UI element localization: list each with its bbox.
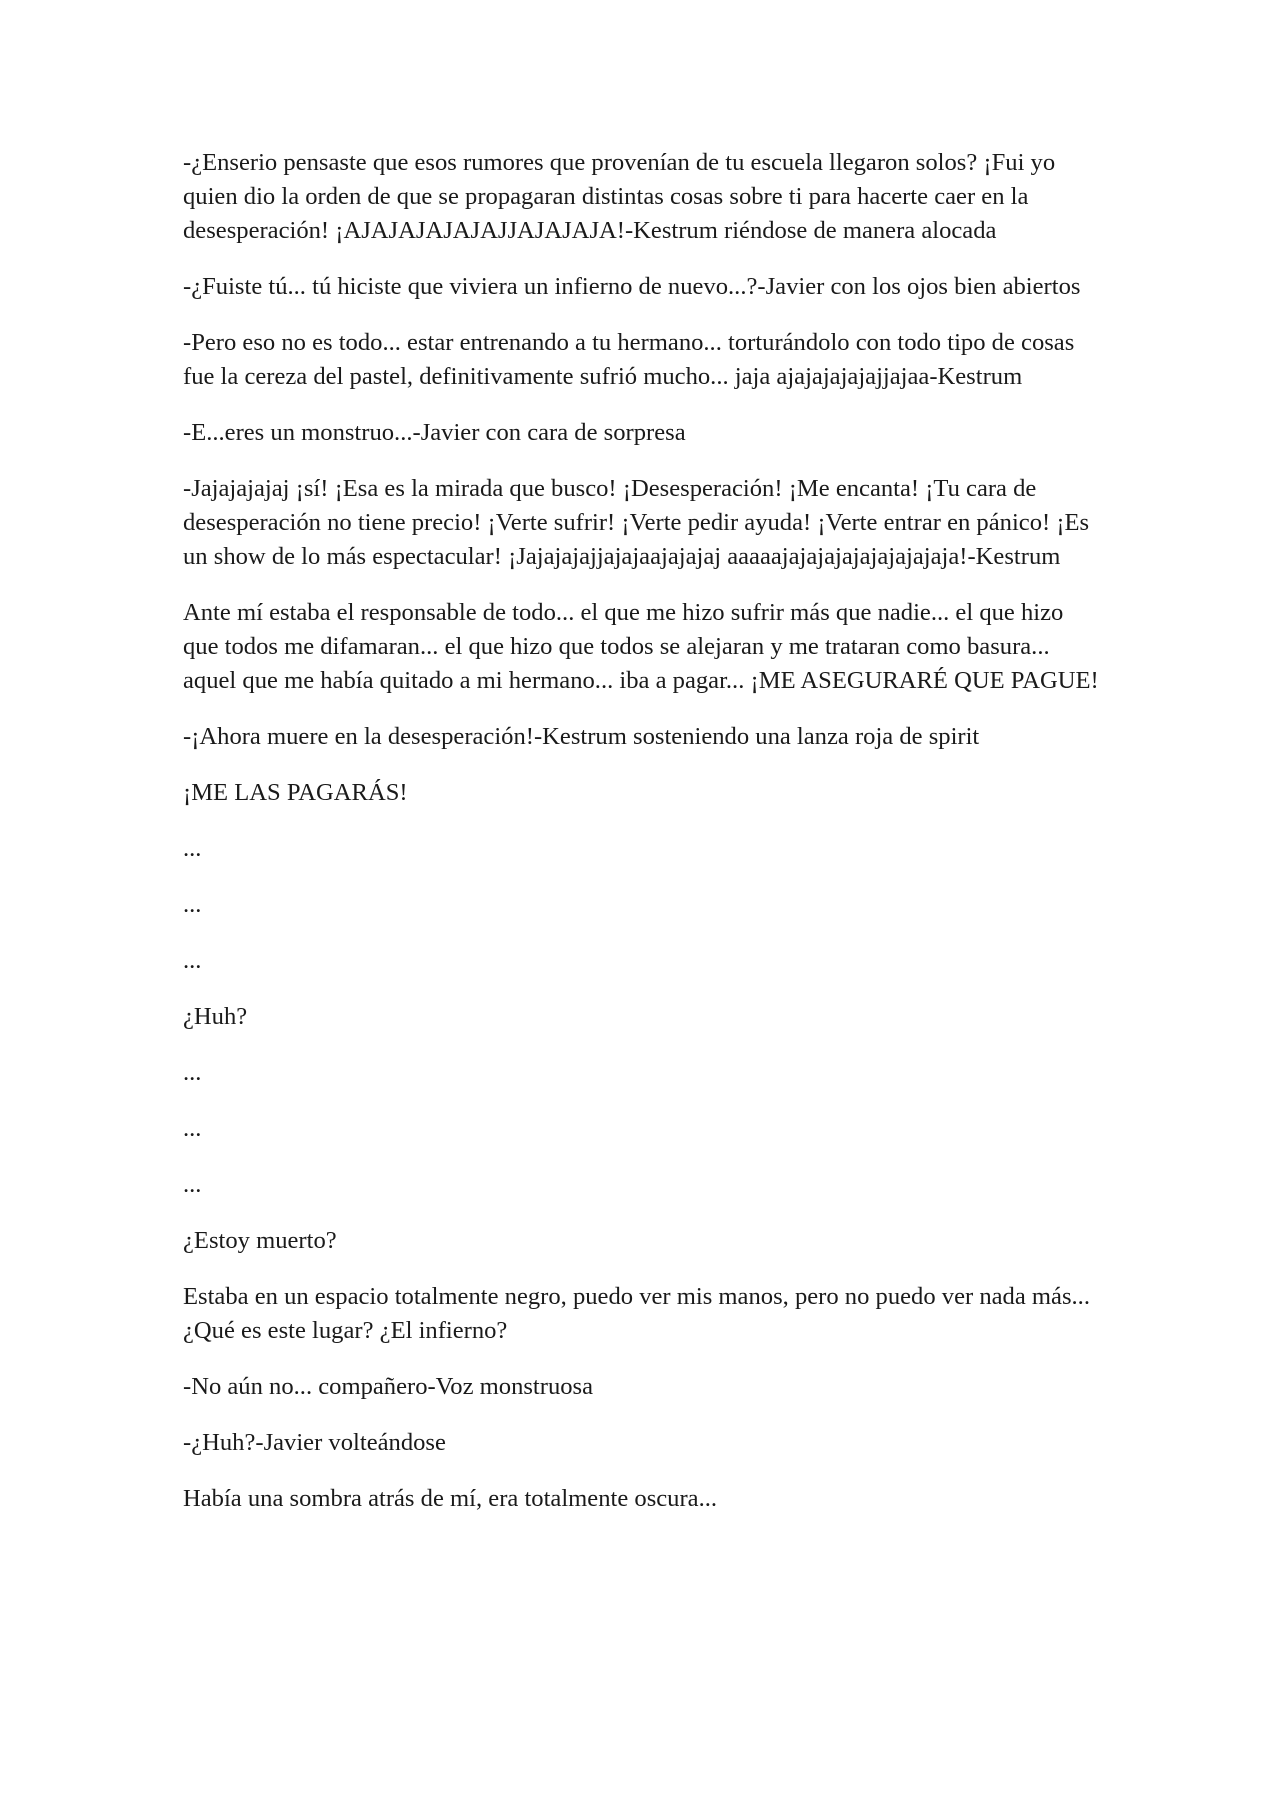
ellipsis-line: ... <box>183 891 202 918</box>
ellipsis-line: ... <box>183 1171 202 1198</box>
paragraph: -Pero eso no es todo... estar entrenando a tu hermano... torturándolo con todo tipo de cosas fue la cereza del pastel, definitivamente sufrió mucho... jaja ajajajajajajjajaa-Kestrum <box>183 329 1075 390</box>
document-body <box>183 146 1103 1538</box>
paragraph: Estaba en un espacio totalmente negro, puedo ver mis manos, pero no puedo ver nada más... ¿Qué es este lugar? ¿El infierno? <box>183 1283 1090 1344</box>
paragraph: -E...eres un monstruo...-Javier con cara de sorpresa <box>183 419 686 446</box>
paragraph: -¿Enserio pensaste que esos rumores que provenían de tu escuela llegaron solos? ¡Fui yo quien dio la orden de que se propagaran distintas cosas sobre ti para hacerte caer en la desesperación! ¡AJAJAJAJAJAJJAJAJAJA!-Kestrum riéndose de manera alocada <box>183 149 1056 244</box>
paragraph: Había una sombra atrás de mí, era totalmente oscura... <box>183 1485 718 1512</box>
paragraph: -¡Ahora muere en la desesperación!-Kestrum sosteniendo una lanza roja de spirit <box>183 723 980 750</box>
ellipsis-line: ... <box>183 835 202 862</box>
paragraph: -Jajajajajaj ¡sí! ¡Esa es la mirada que busco! ¡Desesperación! ¡Me encanta! ¡Tu cara de desesperación no tiene precio! ¡Verte sufrir! ¡Verte pedir ayuda! ¡Verte entrar en pánico! ¡Es un show de lo más espectacular! ¡Jajajajajjajajaajajajaj aaaaajajajajajajajajajaja!-Kestrum <box>183 475 1090 570</box>
paragraph: ¿Huh? <box>183 1003 248 1030</box>
paragraph: -No aún no... compañero-Voz monstruosa <box>183 1373 594 1400</box>
paragraph: ¡ME LAS PAGARÁS! <box>183 779 408 806</box>
paragraph: ¿Estoy muerto? <box>183 1227 337 1254</box>
paragraph: -¿Fuiste tú... tú hiciste que viviera un infierno de nuevo...?-Javier con los ojos bien abiertos <box>183 273 1081 300</box>
paragraph: -¿Huh?-Javier volteándose <box>183 1429 446 1456</box>
ellipsis-line: ... <box>183 1115 202 1142</box>
ellipsis-line: ... <box>183 947 202 974</box>
ellipsis-line: ... <box>183 1059 202 1086</box>
paragraph: Ante mí estaba el responsable de todo... el que me hizo sufrir más que nadie... el que hizo que todos me difamaran... el que hizo que todos se alejaran y me trataran como basura... aquel que me había quitado a mi hermano... iba a pagar... ¡ME ASEGURARÉ QUE PAGUE! <box>183 599 1099 694</box>
